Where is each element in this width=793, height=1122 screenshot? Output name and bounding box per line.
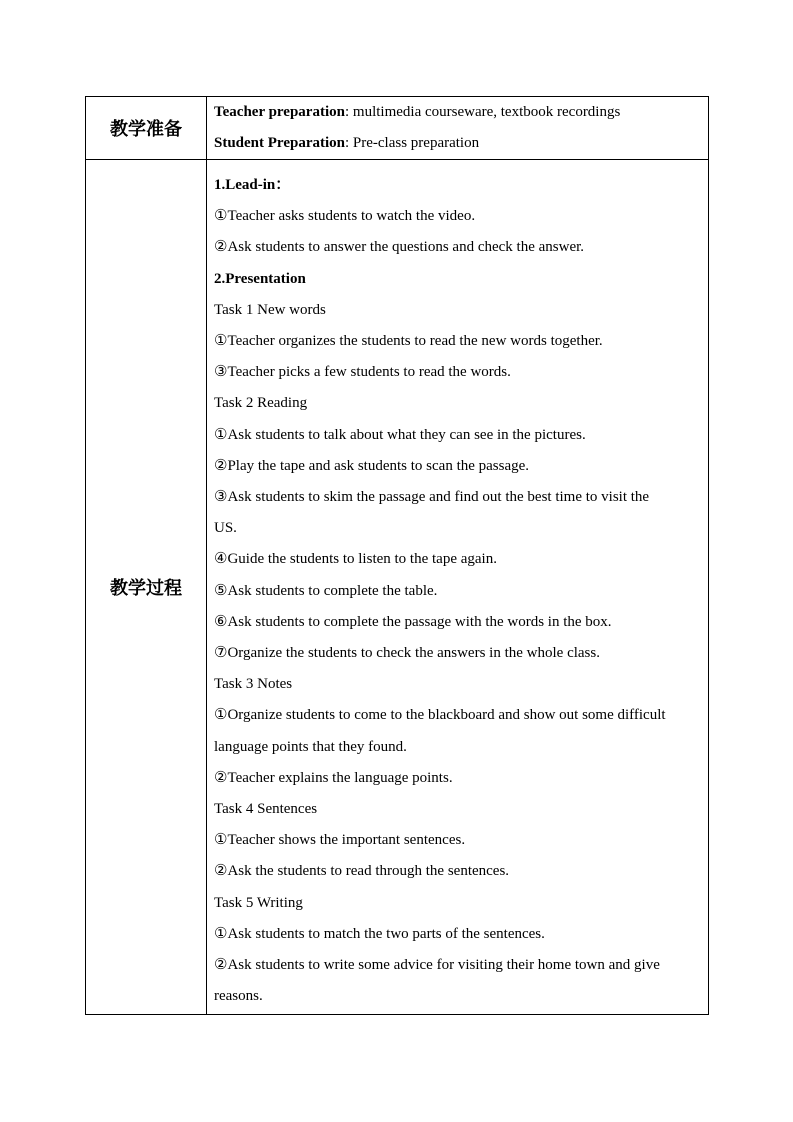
process-lines (214, 170, 702, 1012)
process-line: ①Teacher shows the important sentences. (214, 832, 466, 849)
process-line: ⑥Ask students to complete the passage with the words in the box. (214, 613, 612, 630)
process-line: ②Ask students to write some advice for visiting their home town and give (214, 957, 660, 974)
process-line: Task 1 New words (214, 301, 326, 318)
teacher-preparation-line (214, 97, 702, 128)
process-line: ⑤Ask students to complete the table. (214, 582, 438, 599)
process-line: ①Ask students to talk about what they can see in the pictures. (214, 426, 586, 443)
process-line: ①Ask students to match the two parts of the sentences. (214, 925, 545, 942)
process-line: ③Ask students to skim the passage and find out the best time to visit the (214, 489, 650, 506)
process-line: ②Play the tape and ask students to scan the passage. (214, 457, 530, 474)
student-preparation-label: Student Preparation (214, 135, 345, 151)
teacher-preparation-label: Teacher preparation (214, 104, 345, 120)
lesson-plan-table (85, 96, 709, 1015)
section-heading: 1.Lead-in： (214, 177, 291, 193)
preparation-content (207, 97, 709, 160)
process-line: ②Ask students to answer the questions and check the answer. (214, 239, 585, 256)
section-heading: 2.Presentation (214, 270, 306, 287)
process-row (86, 160, 709, 1015)
preparation-row (86, 97, 709, 160)
process-line: ②Ask the students to read through the sentences. (214, 863, 510, 880)
process-line: Task 5 Writing (214, 894, 303, 911)
process-line: ①Teacher organizes the students to read the new words together. (214, 333, 603, 350)
preparation-label: 教学准备 (86, 97, 207, 160)
process-line: ⑦Organize the students to check the answers in the whole class. (214, 645, 600, 662)
process-line: ①Organize students to come to the blackboard and show out some difficult (214, 707, 666, 724)
process-line: reasons. (214, 988, 263, 1005)
teacher-preparation-text: : multimedia courseware, textbook recordings (344, 104, 621, 120)
process-line: ④Guide the students to listen to the tape again. (214, 551, 497, 568)
process-line: ③Teacher picks a few students to read the words. (214, 364, 511, 381)
process-line: US. (214, 520, 237, 537)
process-line: Task 4 Sentences (214, 801, 318, 818)
process-line: ①Teacher asks students to watch the video. (214, 208, 476, 225)
process-line: Task 2 Reading (214, 395, 308, 412)
process-line: ②Teacher explains the language points. (214, 769, 453, 786)
process-content (207, 160, 709, 1015)
process-line: language points that they found. (214, 738, 407, 755)
student-preparation-line (214, 128, 702, 159)
process-label: 教学过程 (86, 160, 207, 1015)
student-preparation-text: : Pre-class preparation (344, 135, 480, 151)
process-line: Task 3 Notes (214, 676, 293, 693)
